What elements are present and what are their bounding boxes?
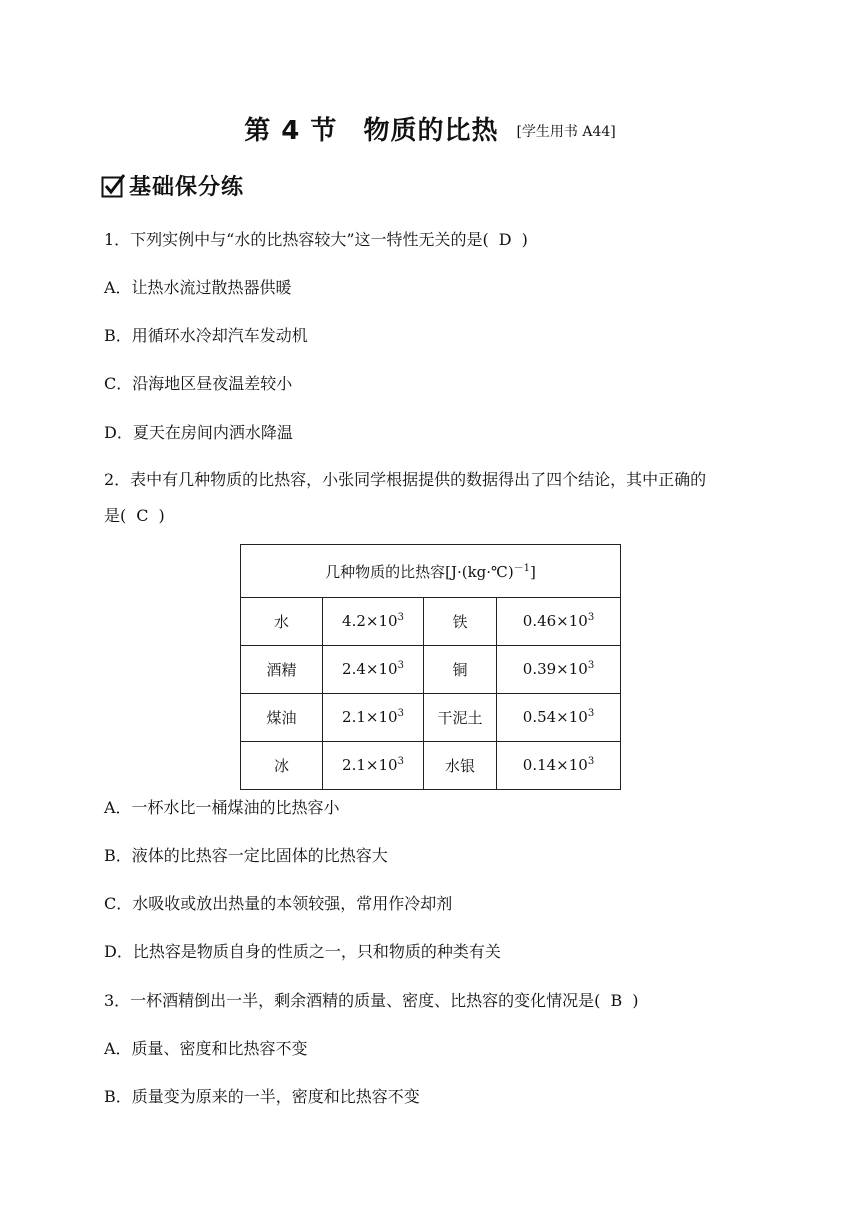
specific-heat-value: $2.4\times 10^3$ (323, 645, 424, 693)
table-row (241, 597, 621, 645)
substance-name: 水银 (424, 741, 497, 789)
question-2-stem: 2．表中有几种物质的比热容，小张同学根据提供的数据得出了四个结论，其中正确的 (104, 470, 707, 489)
question-2-answer: C (136, 506, 149, 525)
checkbox-icon (101, 174, 125, 198)
specific-heat-value: $0.46\times 10^3$ (497, 597, 621, 645)
substance-name: 干泥土 (424, 693, 497, 741)
substance-name: 冰 (241, 741, 323, 789)
table-caption-row (241, 545, 621, 598)
specific-heat-value: $0.54\times 10^3$ (497, 693, 621, 741)
table-row (241, 645, 621, 693)
specific-heat-value: $0.14\times 10^3$ (497, 741, 621, 789)
question-1-stem: 1．下列实例中与“水的比热容较大”这一特性无关的是( D ) (104, 230, 528, 249)
table-row (241, 741, 621, 789)
question-1-answer: D (498, 230, 512, 249)
substance-name: 铜 (424, 645, 497, 693)
substance-name: 水 (241, 597, 323, 645)
exercise-section-header (101, 170, 244, 201)
table-row (241, 693, 621, 741)
section-label: 基础保分练 (129, 175, 245, 200)
page-title (0, 110, 860, 147)
question-2-option-a: A．一杯水比一桶煤油的比热容小 (104, 798, 340, 817)
question-1-option-a: A．让热水流过散热器供暖 (104, 278, 292, 297)
specific-heat-value: $2.1\times 10^3$ (323, 693, 424, 741)
section-title: 物质的比热 (363, 116, 499, 146)
question-2-option-d: D．比热容是物质自身的性质之一，只和物质的种类有关 (104, 942, 501, 961)
question-2-option-c: C．水吸收或放出热量的本领较强，常用作冷却剂 (104, 894, 453, 913)
section-number: 第 4 节 (244, 116, 338, 146)
question-1-option-b: B．用循环水冷却汽车发动机 (104, 326, 308, 345)
specific-heat-value: $4.2\times 10^3$ (323, 597, 424, 645)
table-caption: 几种物质的比热容[J·(kg·℃)$^{-1}$] (241, 545, 621, 598)
specific-heat-table (240, 544, 621, 790)
question-1-option-c: C．沿海地区昼夜温差较小 (104, 374, 293, 393)
question-3-option-a: A．质量、密度和比热容不变 (104, 1039, 308, 1058)
question-2-stem-continued: 是( C ) (104, 506, 165, 525)
question-3-stem: 3．一杯酒精倒出一半，剩余酒精的质量、密度、比热容的变化情况是( B ) (104, 991, 639, 1010)
substance-name: 铁 (424, 597, 497, 645)
book-reference: [学生用书 A44] (516, 124, 616, 140)
question-2-option-b: B．液体的比热容一定比固体的比热容大 (104, 846, 388, 865)
question-3-option-b: B．质量变为原来的一半，密度和比热容不变 (104, 1087, 420, 1106)
specific-heat-value: $2.1\times 10^3$ (323, 741, 424, 789)
question-1-option-d: D．夏天在房间内洒水降温 (104, 423, 293, 442)
substance-name: 煤油 (241, 693, 323, 741)
substance-name: 酒精 (241, 645, 323, 693)
question-3-answer: B (610, 991, 623, 1010)
specific-heat-value: $0.39\times 10^3$ (497, 645, 621, 693)
